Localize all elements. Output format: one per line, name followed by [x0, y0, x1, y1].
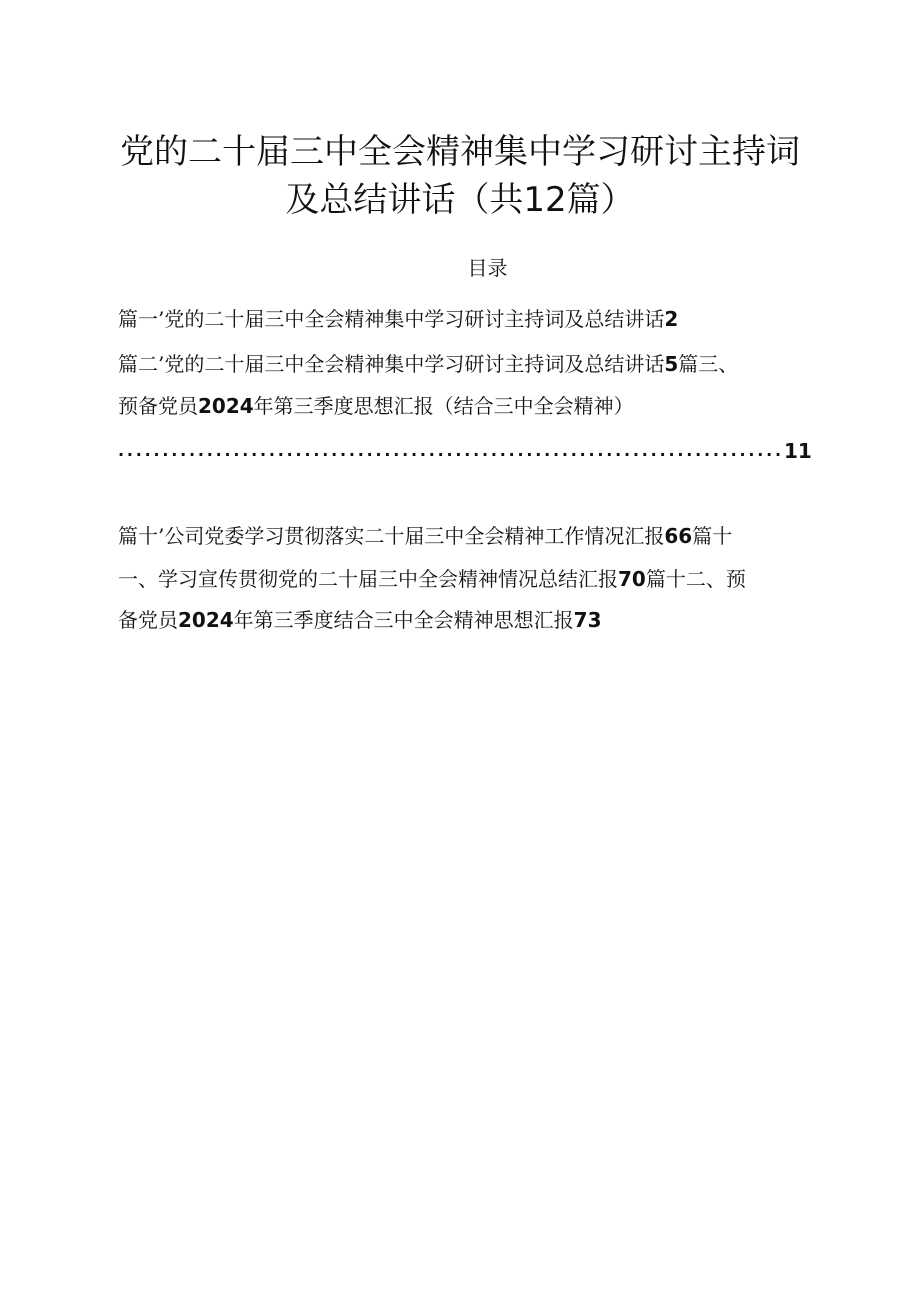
toc-entry-text: 年第三季度结合三中全会精神思想汇报 — [233, 608, 574, 632]
toc-entry-year: 2024 — [198, 394, 254, 418]
toc-entry-text: 年第三季度思想汇报（结合三中全会精神） — [253, 394, 634, 418]
toc-entry-text: 预备党员 — [118, 394, 198, 418]
toc-entry-text: 篇十’公司党委学习贯彻落实二十届三中全会精神工作情况汇报 — [118, 524, 665, 548]
toc-entry-page: 11 — [784, 439, 812, 463]
toc-entry-3-leader[interactable] — [118, 437, 812, 465]
toc-entry-3[interactable] — [118, 392, 634, 420]
toc-entry-page: 66 — [664, 524, 693, 548]
toc-entry-1[interactable] — [118, 305, 678, 333]
toc-entry-year: 2024 — [178, 608, 234, 632]
toc-entry-11[interactable] — [118, 565, 746, 593]
toc-entry-text: 篇二’党的二十届三中全会精神集中学习研讨主持词及总结讲话 — [118, 352, 665, 376]
toc-entry-text: 一、学习宣传贯彻党的二十届三中全会精神情况总结汇报 — [118, 567, 618, 591]
toc-entry-page: 70 — [618, 567, 646, 591]
toc-entry-text: 篇十 — [692, 524, 733, 548]
toc-dot-leader: ........................................................................... — [118, 441, 784, 460]
toc-entry-page: 5 — [664, 352, 679, 376]
document-title-line-2: 及总结讲话（共12篇） — [285, 180, 635, 220]
toc-entry-text: 篇十二、预 — [645, 567, 746, 591]
toc-entry-text: 篇三、 — [678, 352, 739, 376]
toc-heading: 目录 — [467, 256, 508, 280]
toc-entry-10[interactable] — [118, 522, 732, 550]
toc-entry-2[interactable] — [118, 350, 738, 378]
document-title-line-1: 党的二十届三中全会精神集中学习研讨主持词 — [120, 132, 800, 172]
toc-entry-page: 2 — [664, 307, 679, 331]
toc-entry-page: 73 — [573, 608, 602, 632]
toc-entry-text: 篇一’党的二十届三中全会精神集中学习研讨主持词及总结讲话 — [118, 307, 665, 331]
toc-entry-12[interactable] — [118, 606, 602, 634]
toc-entry-text: 备党员 — [118, 608, 178, 632]
